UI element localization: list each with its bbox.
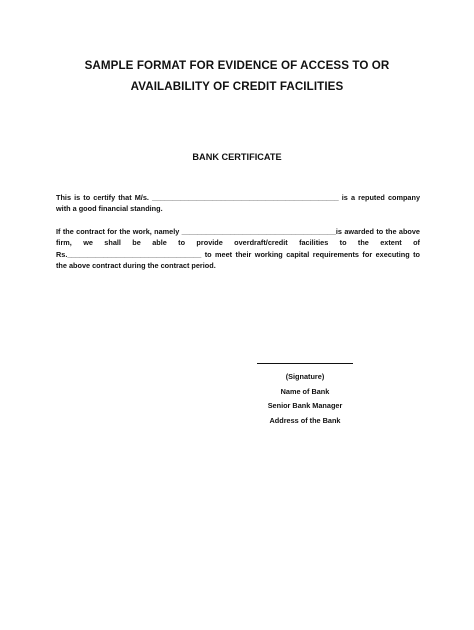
paragraph-credit-facilities: If the contract for the work, namely ______________________________________is awarded to the above firm, we shall be able to provide overdraft/credit facilities to the extent of Rs._________________________________ to meet their working capital requirements for executing to the above contract during the contract period.: [56, 227, 420, 271]
certificate-heading: BANK CERTIFICATE: [192, 152, 282, 162]
bank-name-label: Name of Bank: [280, 386, 330, 396]
document-title: [40, 55, 434, 97]
signature-block: [244, 363, 366, 429]
paragraph-certification: This is to certify that M/s. ______________________________________________ is a reputed company with a good financial standing.: [56, 193, 420, 214]
signature-label: (Signature): [285, 372, 325, 381]
designation-label: Senior Bank Manager: [267, 401, 343, 411]
title-line-2: AVAILABILITY OF CREDIT FACILITIES: [130, 80, 344, 93]
signature-line: [257, 363, 353, 364]
bank-address-label: Address of the Bank: [269, 415, 341, 425]
title-line-1: SAMPLE FORMAT FOR EVIDENCE OF ACCESS TO OR: [84, 59, 390, 72]
